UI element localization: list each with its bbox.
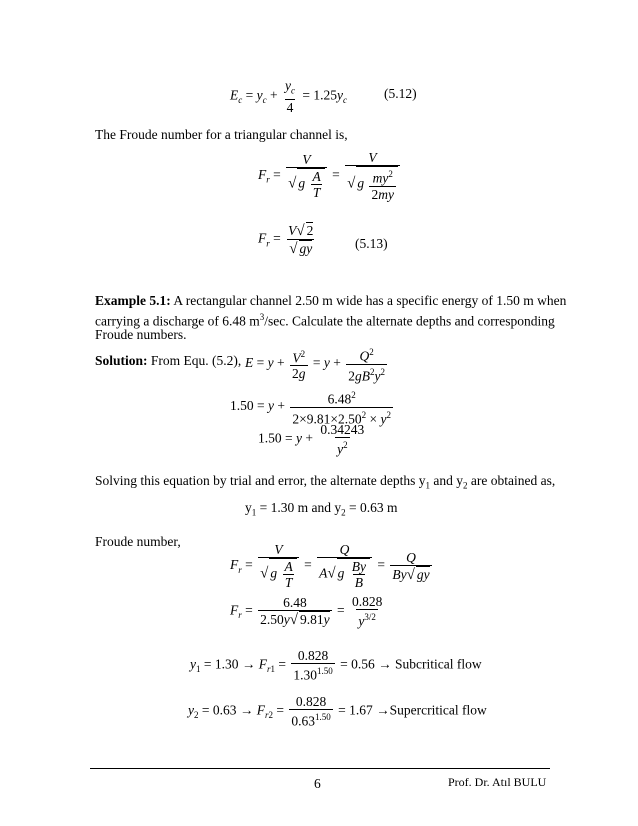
- example-line-2: carrying a discharge of 6.48 $m^3/\sec$. Calculate the alternate depths and corresponding: [95, 312, 555, 329]
- froude-intro: The Froude number for a triangular channel is,: [95, 127, 348, 142]
- energy-equation: E = y + $\frac{V^2}{2g}$ = y + $\frac{Q^2}{2gB^2y^2}$: [245, 347, 385, 383]
- page-number: 6: [314, 776, 321, 791]
- trial-line: Solving this equation by trial and error, the alternate depths $y_1$ and $y_2$ are obtained as,: [95, 473, 556, 491]
- example-line-3: Froude numbers.: [95, 327, 187, 342]
- solution-line: Solution: From Equ. (5.2),: [95, 353, 242, 368]
- energy-equation-substituted: 1.50 = y + $\frac{6.48^2}{2\times 9.81\times 2.50^2 \times y^2}$: [230, 390, 391, 426]
- equation-number: (5.12): [384, 86, 417, 101]
- alternate-depths: $y_1 = 1.30$ m and $y_2 = 0.63$ m: [245, 500, 398, 518]
- equation-number: (5.13): [355, 236, 388, 251]
- froude-number-label: Froude number,: [95, 534, 181, 549]
- footer-author: Prof. Dr. Atıl BULU: [448, 775, 547, 789]
- example-line-1: Example 5.1: A rectangular channel 2.50 m wide has a specific energy of 1.50 m when: [95, 293, 567, 308]
- froude-result-1: $y_1 = 1.30 \to F_{r1}$ = $\frac{0.828}{1.30^{1.50}}$ = 0.56 → Subcritical flow: [190, 648, 482, 683]
- froude-result-2: $y_2 = 0.63 \to F_{r2}$ = $\frac{0.828}{0.63^{1.50}}$ = 1.67 →Supercritical flow: [188, 694, 487, 729]
- footer-rule: [90, 768, 550, 769]
- froude-rectangular-equation: $F_r$ = V √ g $\frac{A}{T}$ = Q A√ g $\frac{By}{B}$ = $\frac{Q}{By√ gy}$: [230, 542, 430, 590]
- energy-equation-simplified: 1.50 = y + $\frac{0.34243}{y^2}$: [258, 422, 365, 457]
- froude-triangular-equation: $F_r$ = V √ g $\frac{A}{T}$ = V √ g $\frac{my^2}{2my}$: [258, 150, 402, 202]
- equation-5-12: $E_c = y_c$ + $\frac{y_c}{4}$ = $1.25y_c$: [230, 78, 347, 115]
- froude-numeric-equation: $F_r$ = $\frac{6.48}{2.50y√ 9.81y}$ = $\frac{0.828}{y^{3/2}}$: [230, 594, 383, 629]
- equation-5-13: $F_r$ = $\frac{V√ 2}{√ gy}$: [258, 223, 314, 257]
